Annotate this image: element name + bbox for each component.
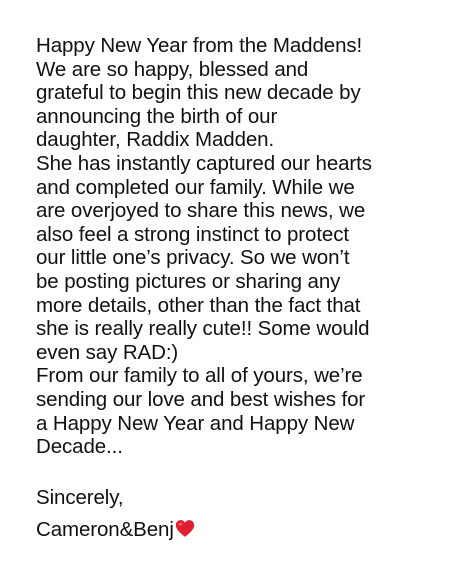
letter-line: grateful to begin this new decade by <box>36 81 361 105</box>
letter-line: even say RAD:) <box>36 340 179 364</box>
letter-line: Decade... <box>36 435 123 459</box>
letter-line: From our family to all of yours, we’re <box>36 364 363 388</box>
letter-line: more details, other than the fact that <box>36 293 361 317</box>
paragraph-spacer <box>36 459 446 483</box>
closing-text: Sincerely, <box>36 486 124 510</box>
heart-icon <box>175 519 195 538</box>
letter-line: Happy New Year from the Maddens! <box>36 34 363 57</box>
signature-line <box>36 518 446 542</box>
letter-line: daughter, Raddix Madden. <box>36 128 275 152</box>
letter-line: We are so happy, blessed and <box>36 57 309 81</box>
letter-line: sending our love and best wishes for <box>36 387 366 411</box>
letter-line: She has instantly captured our hearts <box>36 151 372 175</box>
signature-text: Cameron&Benj <box>36 517 174 541</box>
letter-text <box>36 34 446 541</box>
letter-line: also feel a strong instinct to protect <box>36 222 349 246</box>
letter-line: are overjoyed to share this news, we <box>36 199 366 223</box>
letter-line: a Happy New Year and Happy New <box>36 411 355 435</box>
letter-line: and completed our family. While we <box>36 175 355 199</box>
letter-line: be posting pictures or sharing any <box>36 269 341 293</box>
letter-line: announcing the birth of our <box>36 104 278 128</box>
letter-line: she is really really cute!! Some would <box>36 317 370 341</box>
letter-line: our little one’s privacy. So we won’t <box>36 246 350 270</box>
